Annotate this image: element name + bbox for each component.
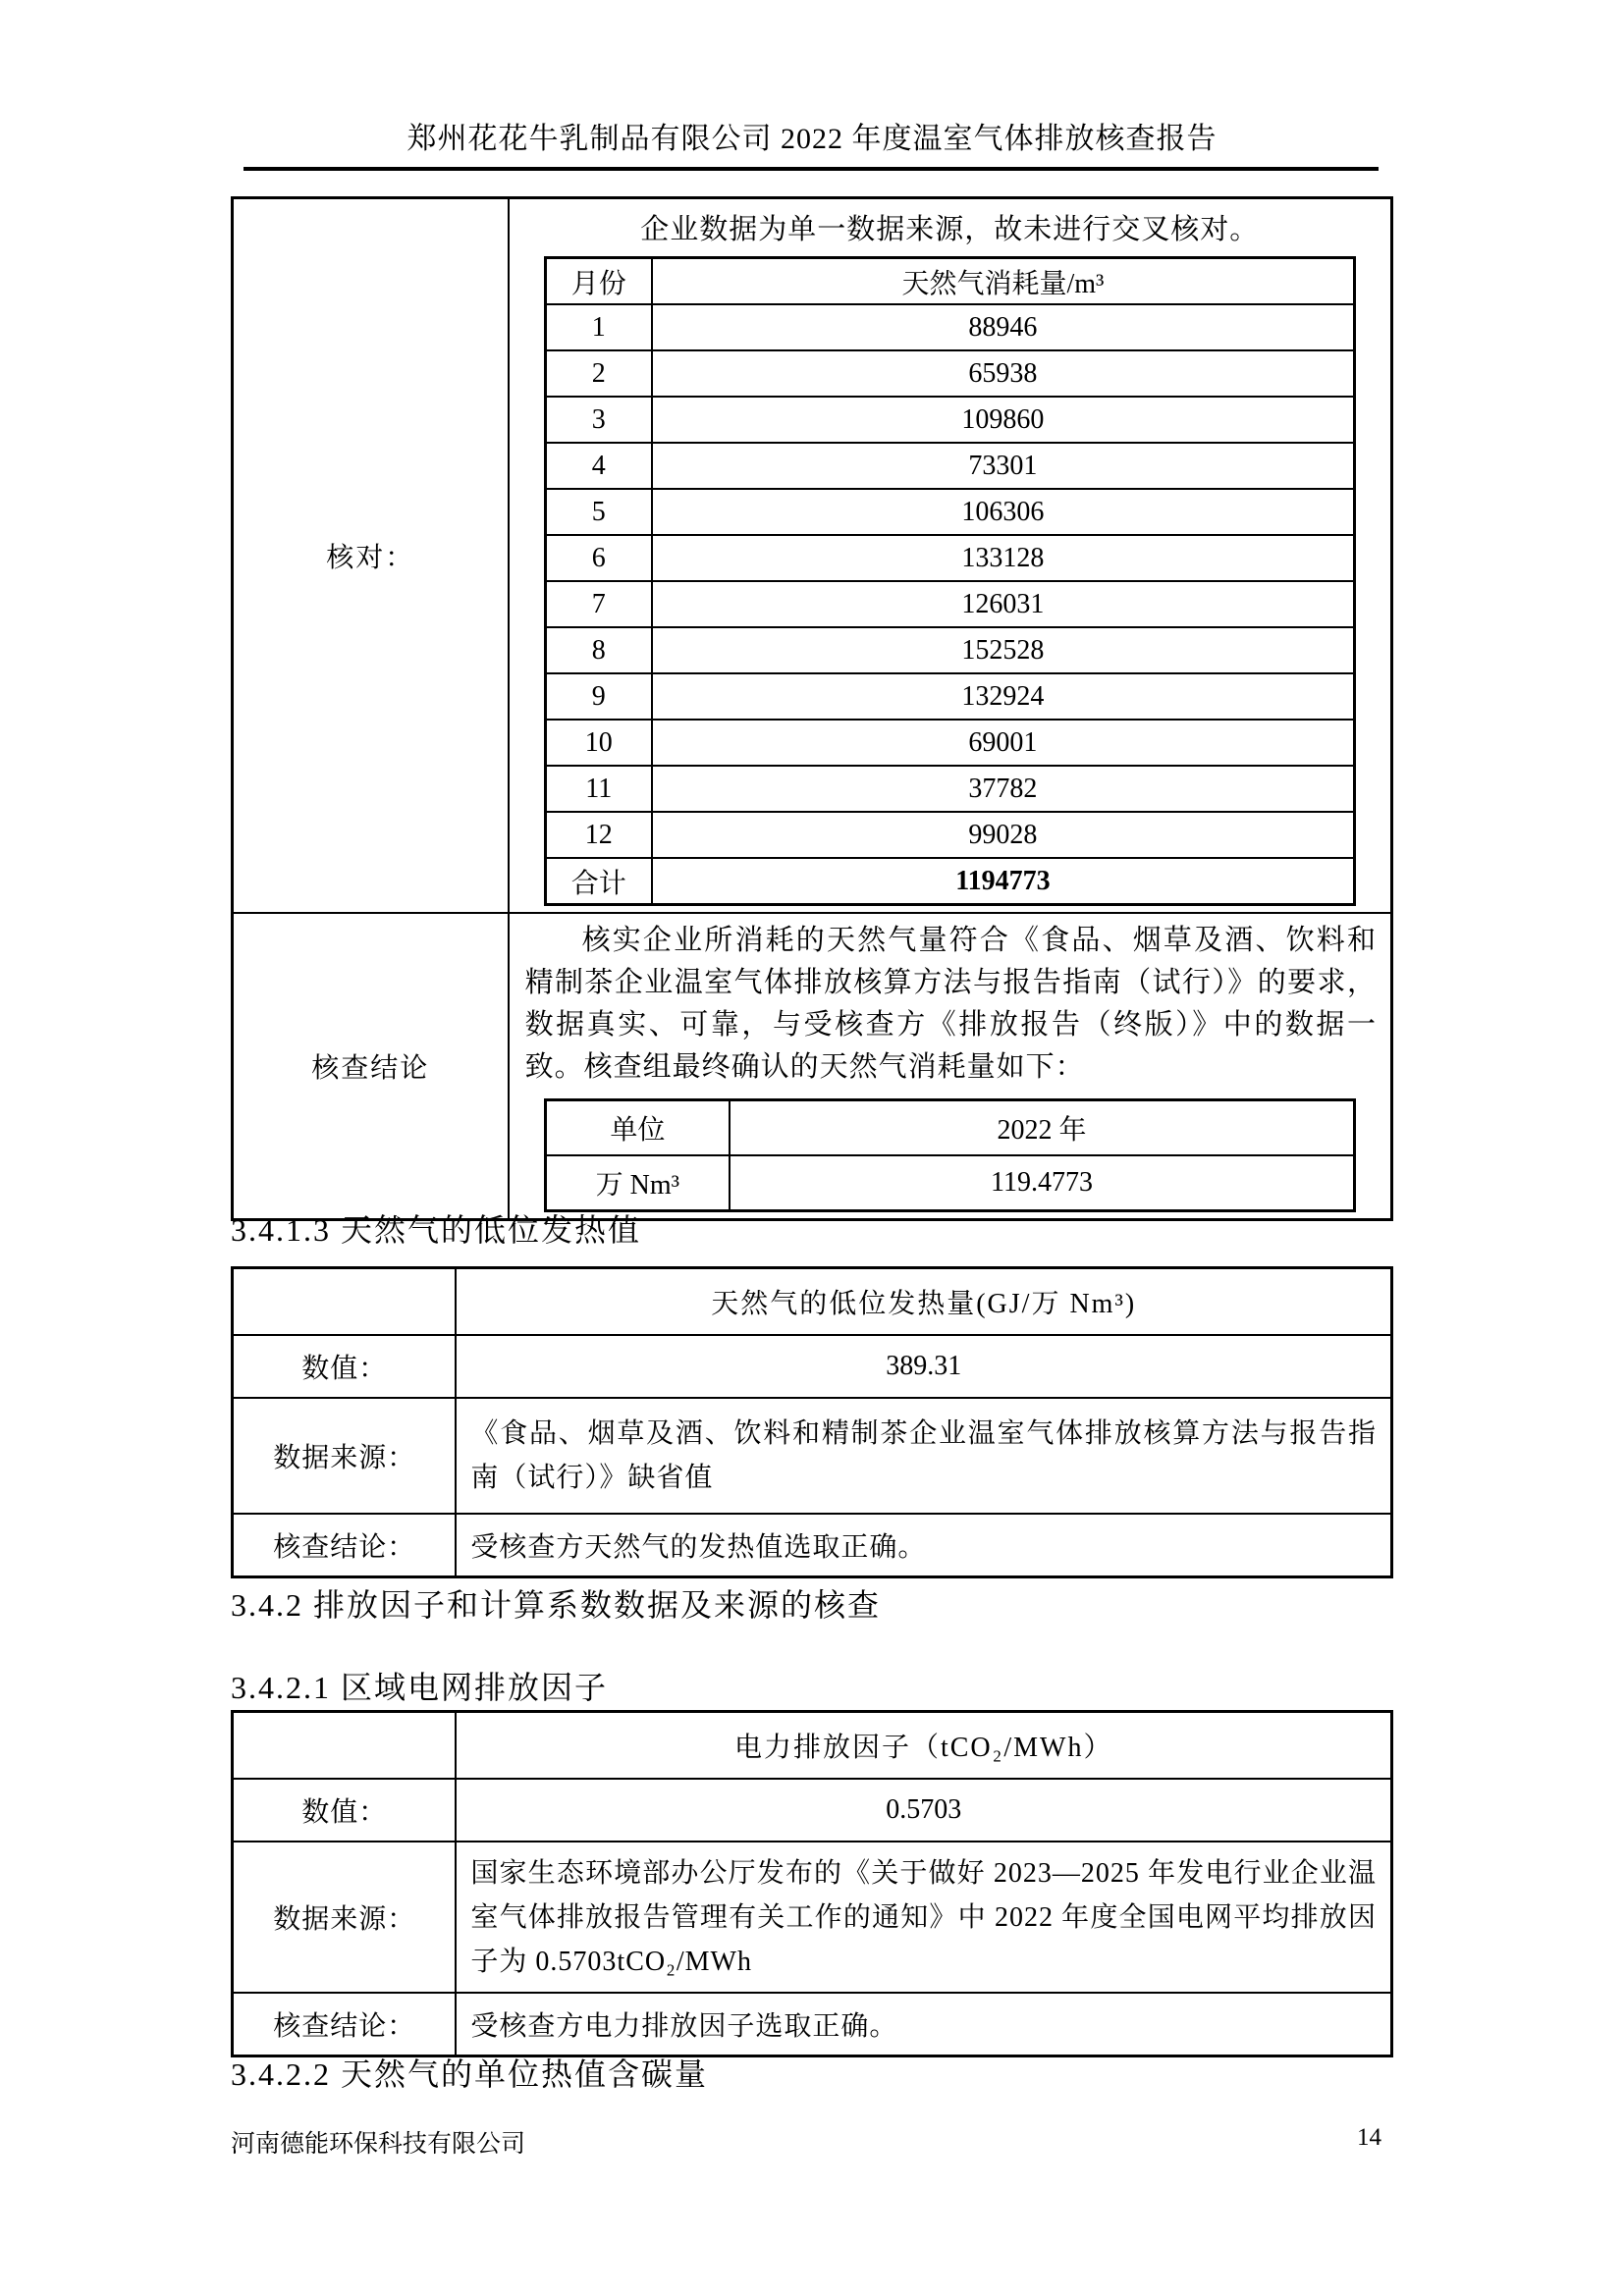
consumption-cell: 69001 [652,720,1355,766]
grid-emission-factor-table [231,1710,1393,2057]
ef-header-empty-cell [233,1712,457,1780]
ef-header-row [233,1712,1392,1780]
table-row [545,581,1354,627]
total-label: 合计 [545,858,652,905]
month-column-header: 月份 [545,258,652,305]
confirmed-value-row [545,1155,1354,1211]
month-cell: 11 [545,766,652,812]
consumption-cell: 73301 [652,443,1355,489]
ef-value: 0.5703 [456,1779,1391,1842]
section-heading-3422: 3.4.2.2 天然气的单位热值含碳量 [231,2056,709,2092]
ncv-value: 389.31 [456,1335,1391,1398]
ef-source: 国家生态环境部办公厅发布的《关于做好 2023—2025 年发电行业企业温室气体排放报告管理有关工作的通知》中 2022 年度全国电网平均排放因子为 0.5703tCO₂/MWh [456,1842,1391,1993]
cross-check-note: 企业数据为单一数据来源，故未进行交叉核对。 [640,214,1260,245]
table-row [545,766,1354,812]
consumption-cell: 106306 [652,489,1355,535]
page-footer [231,2124,1381,2160]
natural-gas-verification-table [231,196,1393,1221]
consumption-cell: 152528 [652,627,1355,673]
consumption-cell: 37782 [652,766,1355,812]
month-cell: 10 [545,720,652,766]
conclusion-label: 核查结论： [233,1993,457,2056]
ef-source-row [233,1842,1392,1993]
ncv-header: 天然气的低位发热量(GJ/万 Nm³) [456,1268,1391,1336]
consumption-cell: 109860 [652,397,1355,443]
source-label: 数据来源： [233,1398,457,1514]
page-header-title: 郑州花花牛乳制品有限公司 2022 年度温室气体排放核查报告 [406,123,1218,155]
month-cell: 5 [545,489,652,535]
conclusion-row-label: 核查结论 [233,913,509,1220]
ncv-source: 《食品、烟草及酒、饮料和精制茶企业温室气体排放核算方法与报告指南（试行）》缺省值 [456,1398,1391,1514]
month-cell: 9 [545,673,652,720]
source-label: 数据来源： [233,1842,457,1993]
value-label: 数值： [233,1335,457,1398]
table-row [545,489,1354,535]
table-row [545,350,1354,397]
consumption-cell: 88946 [652,304,1355,350]
month-cell: 4 [545,443,652,489]
unit-value: 万 Nm³ [545,1155,730,1211]
ncv-header-row [233,1268,1392,1336]
section-heading-342: 3.4.2 排放因子和计算系数数据及来源的核查 [231,1587,882,1623]
footer-page-number: 14 [1357,2124,1381,2151]
ncv-conclusion: 受核查方天然气的发热值选取正确。 [456,1514,1391,1577]
ncv-source-row [233,1398,1392,1514]
table-row [545,397,1354,443]
total-row [545,858,1354,905]
ef-value-row [233,1779,1392,1842]
confirmed-consumption-table [544,1098,1356,1212]
consumption-cell: 133128 [652,535,1355,581]
ef-conclusion-row [233,1993,1392,2056]
confirmed-header-row [545,1100,1354,1156]
month-cell: 6 [545,535,652,581]
check-row-content [509,198,1392,914]
month-cell: 7 [545,581,652,627]
table-row [545,720,1354,766]
month-cell: 1 [545,304,652,350]
ncv-table [231,1266,1393,1578]
header-rule [244,167,1379,171]
conclusion-paragraph: 核实企业所消耗的天然气量符合《食品、烟草及酒、饮料和精制茶企业温室气体排放核算方法与报告指南（试行）》的要求，数据真实、可靠，与受核查方《排放报告（终版）》中的数据一致。核查组最终确认的天然气消耗量如下： [524,925,1377,1083]
conclusion-row [233,913,1392,1220]
conclusion-row-content [509,913,1392,1220]
month-cell: 8 [545,627,652,673]
unit-header: 单位 [545,1100,730,1156]
table-row [545,443,1354,489]
table-row [545,304,1354,350]
ncv-value-row [233,1335,1392,1398]
year-value: 119.4773 [730,1155,1354,1211]
check-row [233,198,1392,914]
consumption-cell: 132924 [652,673,1355,720]
month-cell: 2 [545,350,652,397]
table-row [545,812,1354,858]
year-header: 2022 年 [730,1100,1354,1156]
value-label: 数值： [233,1779,457,1842]
total-value: 1194773 [652,858,1355,905]
ef-header: 电力排放因子（tCO₂/MWh） [456,1712,1391,1780]
monthly-header-row [545,258,1354,305]
table-row [545,535,1354,581]
check-row-label: 核对： [233,198,509,914]
consumption-cell: 65938 [652,350,1355,397]
table-row [545,673,1354,720]
ef-conclusion: 受核查方电力排放因子选取正确。 [456,1993,1391,2056]
consumption-column-header: 天然气消耗量/m³ [652,258,1355,305]
consumption-cell: 126031 [652,581,1355,627]
footer-company: 河南德能环保科技有限公司 [231,2131,526,2158]
month-cell: 12 [545,812,652,858]
section-heading-3413: 3.4.1.3 天然气的低位发热值 [231,1212,642,1248]
table-row [545,627,1354,673]
monthly-consumption-table [544,256,1356,906]
month-cell: 3 [545,397,652,443]
conclusion-label: 核查结论： [233,1514,457,1577]
ncv-header-empty-cell [233,1268,457,1336]
consumption-cell: 99028 [652,812,1355,858]
section-heading-3421: 3.4.2.1 区域电网排放因子 [231,1670,609,1705]
ncv-conclusion-row [233,1514,1392,1577]
